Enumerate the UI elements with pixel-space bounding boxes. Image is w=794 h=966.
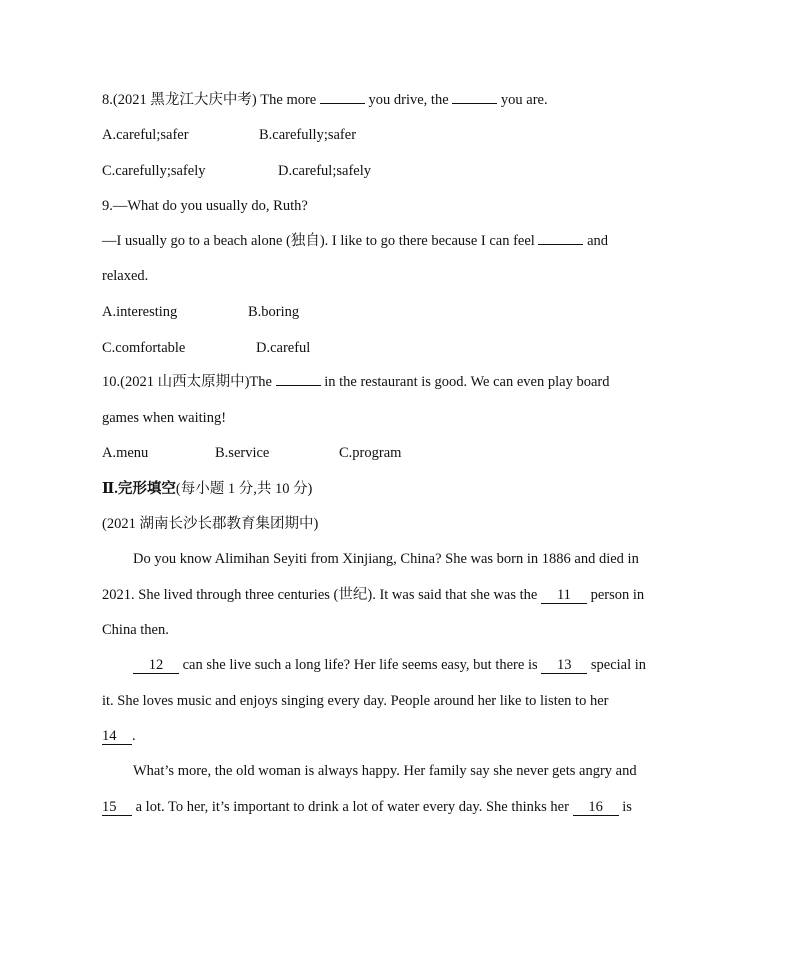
q8-option-d: D.careful;safely <box>278 163 371 179</box>
answer-blank <box>538 232 583 245</box>
q9-option-b: B.boring <box>248 304 300 320</box>
blank-11: 11 <box>541 587 587 604</box>
passage-text: a lot. To her, it’s important to drink a lot of water every day. She thinks her <box>132 799 573 815</box>
q9-options-row-1 <box>102 302 299 322</box>
q10-stem-line-2: games when waiting! <box>102 410 227 426</box>
blank-13: 13 <box>541 657 587 674</box>
passage-line <box>102 797 632 817</box>
passage-line: What’s more, the old woman is always happy. Her family say she never gets angry and <box>133 763 637 779</box>
q9-option-a: A.interesting <box>102 304 178 320</box>
q9-options-row-2 <box>102 338 310 358</box>
passage-line: China then. <box>102 622 169 638</box>
passage-line <box>102 585 644 605</box>
passage-text: is <box>618 799 632 815</box>
q8-stem-part3: you are. <box>497 92 548 108</box>
q9-answer-part2: and <box>583 233 608 249</box>
q9-option-c: C.comfortable <box>102 340 186 356</box>
q8-stem-part2: you drive, the <box>364 92 453 108</box>
q8-stem-part1: 8.(2021 黑龙江大庆中考) The more <box>102 92 320 108</box>
q8-options-row-1 <box>102 125 356 145</box>
q10-options <box>102 443 401 463</box>
q10-option-a: A.menu <box>102 445 149 461</box>
q9-option-d: D.careful <box>256 340 311 356</box>
q8-stem <box>102 90 548 110</box>
section-title: Ⅱ.完形填空 <box>102 481 176 497</box>
blank-12: 12 <box>133 657 179 674</box>
q10-option-c: C.program <box>339 445 402 461</box>
passage-text: can she live such a long life? Her life seems easy, but there is <box>179 657 542 673</box>
passage-text: special in <box>587 657 647 673</box>
passage-line <box>102 726 136 746</box>
section-heading <box>102 479 312 499</box>
passage-text: . <box>132 728 136 744</box>
answer-blank <box>276 373 321 386</box>
q10-stem <box>102 372 609 392</box>
section-score-note: (每小题 1 分,共 10 分) <box>175 481 313 497</box>
blank-16: 16 <box>573 799 619 816</box>
q8-option-a: A.careful;safer <box>102 127 189 143</box>
q10-stem-part1: 10.(2021 山西太原期中)The <box>102 374 276 390</box>
passage-line: it. She loves music and enjoys singing every day. People around her like to listen to her <box>102 693 609 709</box>
q10-stem-part2: in the restaurant is good. We can even play board <box>320 374 610 390</box>
passage-line: Do you know Alimihan Seyiti from Xinjiang, China? She was born in 1886 and died in <box>133 551 639 567</box>
q8-options-row-2 <box>102 161 371 181</box>
q9-answer-part1: —I usually go to a beach alone (独自). I like to go there because I can feel <box>102 233 539 249</box>
q8-option-c: C.carefully;safely <box>102 163 206 179</box>
answer-blank <box>452 91 497 104</box>
passage-text: 2021. She lived through three centuries (世纪). It was said that she was the <box>102 587 541 603</box>
passage-text: person in <box>586 587 645 603</box>
blank-15: 15 <box>102 799 132 816</box>
q9-answer-line <box>102 231 608 251</box>
q9-question: 9.—What do you usually do, Ruth? <box>102 198 308 214</box>
q9-answer-line-2: relaxed. <box>102 268 149 284</box>
blank-14: 14 <box>102 728 132 745</box>
q8-option-b: B.carefully;safer <box>259 127 357 143</box>
q10-option-b: B.service <box>215 445 270 461</box>
answer-blank <box>320 91 365 104</box>
passage-line <box>133 655 646 675</box>
passage-source: (2021 湖南长沙长郡教育集团期中) <box>102 516 319 532</box>
